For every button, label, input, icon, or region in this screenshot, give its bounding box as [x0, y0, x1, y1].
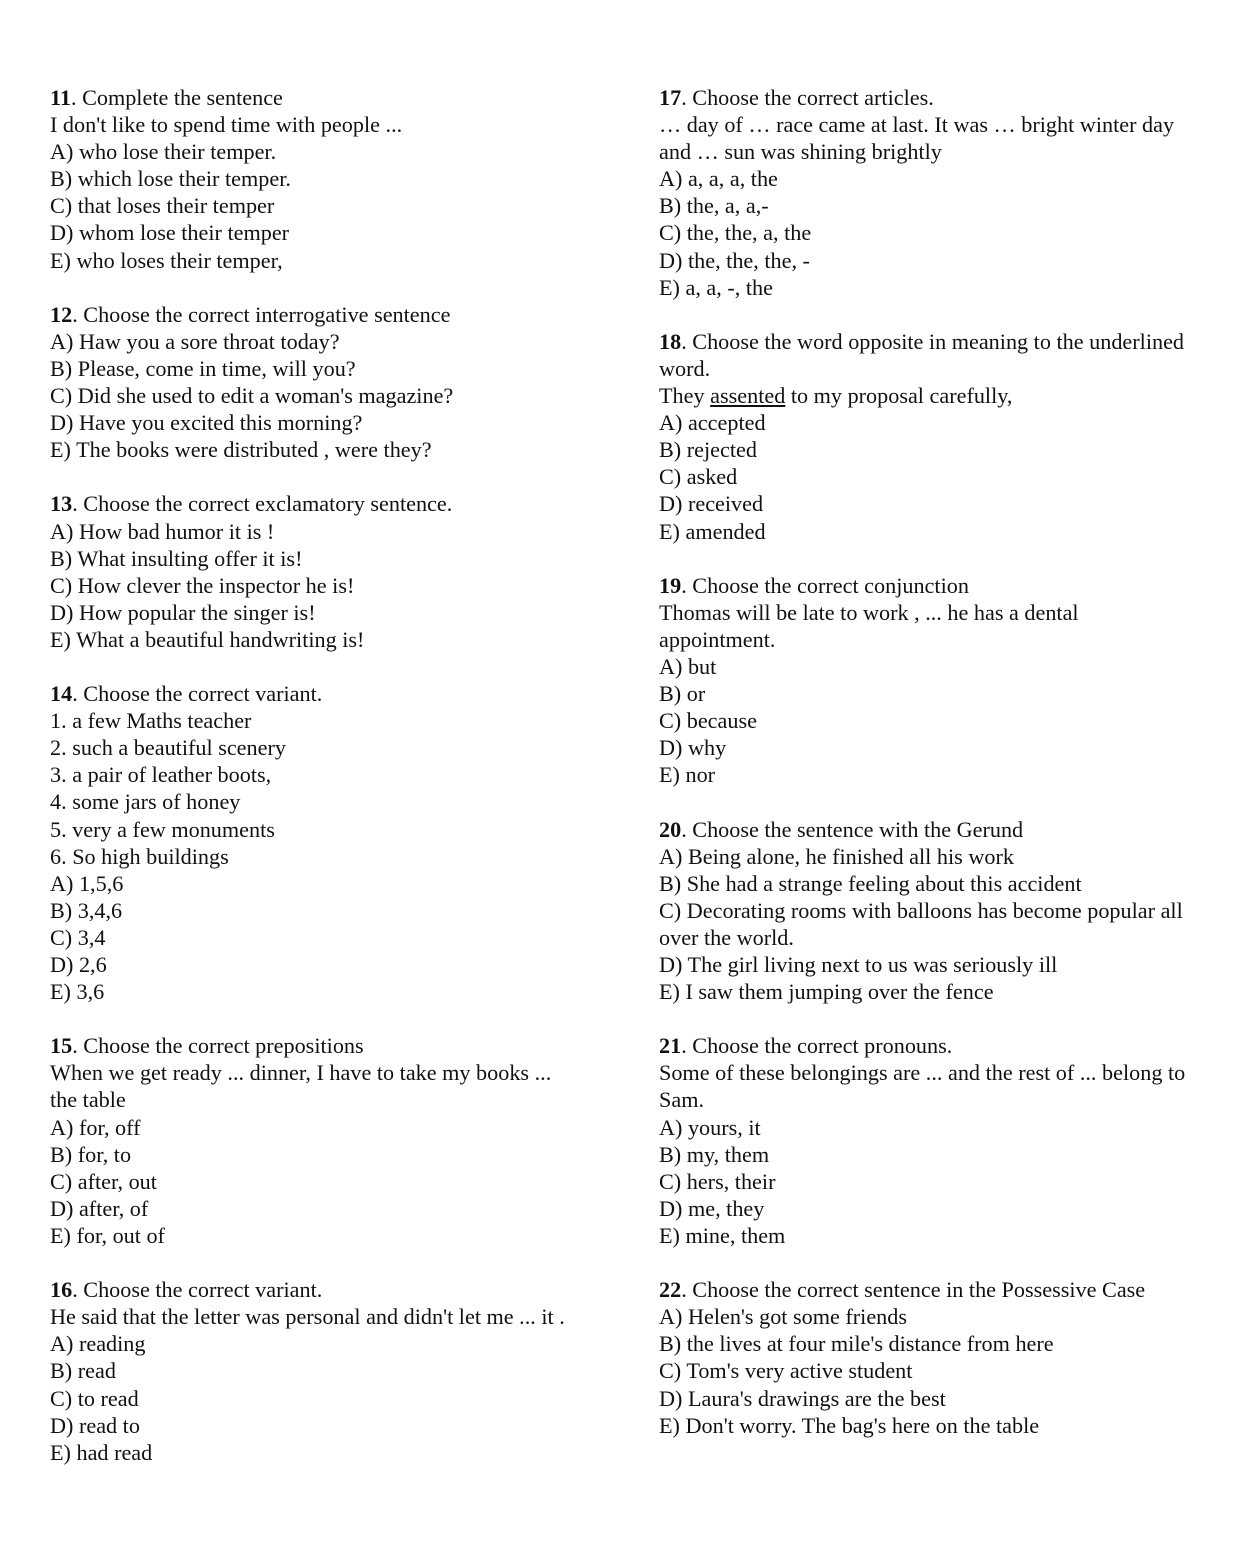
- question-17: [659, 84, 1225, 301]
- option-a: A) Helen's got some friends: [659, 1304, 908, 1330]
- option-a: A) How bad humor it is !: [50, 518, 275, 544]
- option-b: B) She had a strange feeling about this accident: [659, 870, 1082, 896]
- question-number: 13: [50, 491, 73, 517]
- question-prompt: . Complete the sentence: [70, 85, 283, 110]
- option-d: D) Have you excited this morning?: [50, 410, 363, 436]
- option-b: B) rejected: [659, 437, 757, 463]
- question-stem: [659, 382, 1225, 409]
- option-b: B) which lose their temper.: [50, 166, 291, 192]
- option-b: B) Please, come in time, will you?: [50, 355, 356, 381]
- question-stem-line-1: When we get ready ... dinner, I have to take my books ...: [50, 1060, 552, 1086]
- option-a: A) a, a, a, the: [659, 166, 778, 192]
- question-title: [659, 84, 1225, 111]
- option-e: E) a, a, -, the: [659, 274, 773, 300]
- list-item-4: 4. some jars of honey: [50, 789, 241, 815]
- question-prompt: . Choose the correct sentence in the Possessive Case: [681, 1277, 1146, 1303]
- question-14: [50, 680, 620, 1005]
- question-22: [659, 1276, 1225, 1439]
- question-title: [659, 1032, 1225, 1059]
- option-a: A) but: [659, 653, 717, 679]
- question-stem-line-2: appointment.: [659, 626, 776, 652]
- option-d: D) read to: [50, 1412, 140, 1438]
- question-stem: I don't like to spend time with people ...: [50, 112, 403, 138]
- stem-before: They: [659, 383, 711, 409]
- question-prompt: . Choose the correct variant.: [72, 681, 323, 707]
- stem-after: to my proposal carefully,: [785, 383, 1013, 409]
- option-e: E) I saw them jumping over the fence: [659, 979, 994, 1005]
- question-prompt: . Choose the correct prepositions: [72, 1033, 364, 1059]
- option-a: A) reading: [50, 1331, 146, 1357]
- question-number: 20: [659, 816, 682, 842]
- option-d: D) why: [659, 735, 727, 761]
- question-stem: He said that the letter was personal and didn't let me ... it .: [50, 1304, 565, 1330]
- option-c: C) hers, their: [659, 1168, 776, 1194]
- list-item-3: 3. a pair of leather boots,: [50, 762, 272, 788]
- question-16: [50, 1276, 620, 1466]
- option-b: B) for, to: [50, 1141, 132, 1167]
- option-c: C) How clever the inspector he is!: [50, 572, 355, 598]
- question-number: 16: [50, 1277, 73, 1303]
- question-stem-line-2: and … sun was shining brightly: [659, 139, 942, 165]
- option-c-continued: over the world.: [659, 924, 794, 950]
- left-column: [50, 84, 620, 1466]
- option-e: E) had read: [50, 1439, 153, 1465]
- option-b: B) the, a, a,-: [659, 193, 769, 219]
- option-c: C) to read: [50, 1385, 139, 1411]
- option-c: C) because: [659, 708, 757, 734]
- question-prompt: . Choose the sentence with the Gerund: [681, 816, 1024, 842]
- question-title: [659, 572, 1225, 599]
- option-d: D) received: [659, 491, 764, 517]
- question-prompt: . Choose the correct variant.: [72, 1277, 323, 1303]
- question-18: [659, 328, 1225, 545]
- option-c: C) Decorating rooms with balloons has become popular all: [659, 897, 1183, 923]
- list-item-2: 2. such a beautiful scenery: [50, 735, 286, 761]
- question-stem-line-2: Sam.: [659, 1087, 704, 1113]
- question-title: [50, 301, 620, 328]
- question-title: [50, 1276, 620, 1303]
- question-title: [50, 84, 620, 111]
- question-prompt: . Choose the correct exclamatory sentence.: [72, 491, 453, 517]
- question-19: [659, 572, 1225, 789]
- option-c: C) 3,4: [50, 924, 106, 950]
- option-d: D) after, of: [50, 1195, 149, 1221]
- option-e: E) 3,6: [50, 979, 105, 1005]
- option-b: B) or: [659, 681, 706, 707]
- option-a: A) 1,5,6: [50, 870, 124, 896]
- option-b: B) read: [50, 1358, 116, 1384]
- option-a: A) accepted: [659, 410, 766, 436]
- option-c: C) asked: [659, 464, 738, 490]
- question-prompt: . Choose the correct conjunction: [681, 572, 969, 598]
- list-item-6: 6. So high buildings: [50, 843, 229, 869]
- question-12: [50, 301, 620, 464]
- option-c: C) Did she used to edit a woman's magazine?: [50, 383, 454, 409]
- option-d: D) me, they: [659, 1195, 765, 1221]
- option-b: B) my, them: [659, 1141, 770, 1167]
- question-number: 22: [659, 1277, 682, 1303]
- question-13: [50, 490, 620, 653]
- option-d: D) The girl living next to us was seriously ill: [659, 952, 1058, 977]
- question-stem-line-1: Some of these belongings are ... and the rest of ... belong to: [659, 1060, 1186, 1086]
- option-e: E) for, out of: [50, 1222, 165, 1248]
- question-15: [50, 1032, 620, 1249]
- question-prompt: . Choose the correct pronouns.: [681, 1033, 953, 1059]
- question-stem-line-1: … day of … race came at last. It was … bright winter day: [659, 112, 1175, 138]
- option-a: A) Haw you a sore throat today?: [50, 328, 340, 354]
- question-number: 21: [659, 1033, 682, 1059]
- question-stem-line-2: the table: [50, 1087, 126, 1113]
- question-20: [659, 816, 1225, 1006]
- option-e: E) mine, them: [659, 1222, 786, 1248]
- question-number: 18: [659, 328, 682, 354]
- question-number: 11: [50, 85, 71, 110]
- option-e: E) who loses their temper,: [50, 247, 283, 273]
- option-c: C) the, the, a, the: [659, 220, 812, 246]
- question-title: [659, 1276, 1225, 1303]
- question-number: 19: [659, 572, 682, 598]
- option-a: A) for, off: [50, 1114, 141, 1140]
- option-d: D) 2,6: [50, 952, 107, 977]
- question-number: 12: [50, 301, 73, 327]
- option-a: A) who lose their temper.: [50, 139, 277, 165]
- option-c: C) Tom's very active student: [659, 1358, 913, 1384]
- list-item-5: 5. very a few monuments: [50, 816, 275, 842]
- option-c: C) that loses their temper: [50, 193, 275, 219]
- option-b: B) the lives at four mile's distance from here: [659, 1331, 1054, 1357]
- option-b: B) 3,4,6: [50, 897, 123, 923]
- option-e: E) The books were distributed , were they?: [50, 437, 432, 463]
- option-e: E) Don't worry. The bag's here on the table: [659, 1412, 1040, 1438]
- question-prompt-continued: word.: [659, 355, 711, 381]
- option-c: C) after, out: [50, 1168, 157, 1194]
- option-d: D) Laura's drawings are the best: [659, 1385, 946, 1411]
- option-e: E) What a beautiful handwriting is!: [50, 626, 365, 652]
- question-prompt: . Choose the correct articles.: [681, 85, 934, 110]
- question-prompt: . Choose the word opposite in meaning to the underlined: [681, 328, 1185, 354]
- underlined-word: assented: [710, 383, 786, 409]
- question-number: 15: [50, 1033, 73, 1059]
- question-title: [50, 490, 620, 517]
- option-d: D) whom lose their temper: [50, 220, 290, 246]
- option-b: B) What insulting offer it is!: [50, 545, 303, 571]
- question-title: [659, 816, 1225, 843]
- question-prompt: . Choose the correct interrogative sentence: [72, 301, 451, 327]
- question-title: [50, 680, 620, 707]
- list-item-1: 1. a few Maths teacher: [50, 708, 252, 734]
- option-a: A) Being alone, he finished all his work: [659, 843, 1014, 869]
- question-stem-line-1: Thomas will be late to work , ... he has a dental: [659, 599, 1079, 625]
- question-title: [659, 328, 1225, 355]
- question-number: 14: [50, 681, 73, 707]
- option-e: E) amended: [659, 518, 766, 544]
- question-number: 17: [659, 85, 682, 110]
- option-d: D) the, the, the, -: [659, 247, 810, 273]
- option-e: E) nor: [659, 762, 716, 788]
- question-11: [50, 84, 620, 274]
- option-a: A) yours, it: [659, 1114, 761, 1140]
- right-column: [659, 84, 1225, 1439]
- option-d: D) How popular the singer is!: [50, 599, 316, 625]
- question-title: [50, 1032, 620, 1059]
- question-21: [659, 1032, 1225, 1249]
